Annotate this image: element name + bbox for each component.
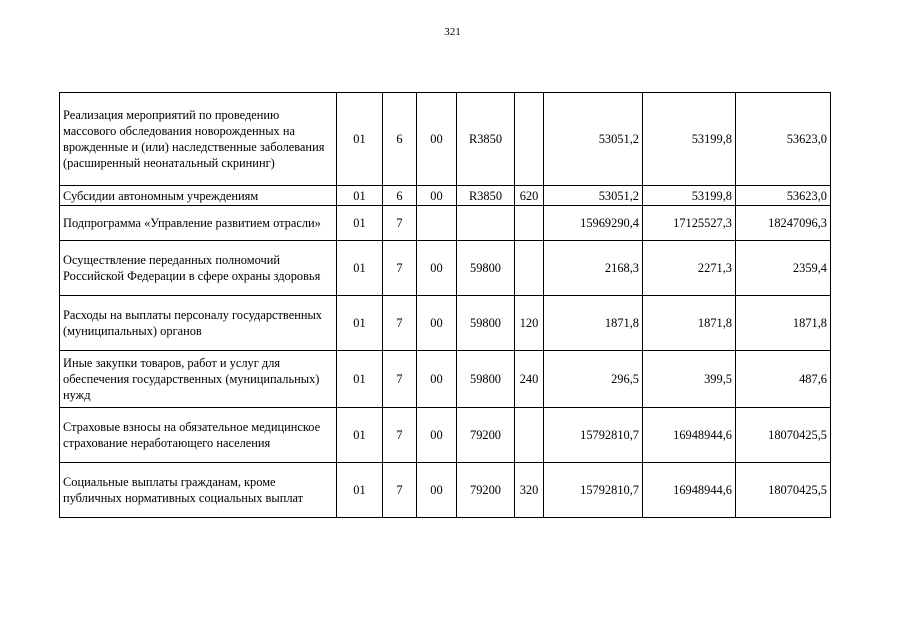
code-direction: 00: [417, 241, 457, 296]
code-target: 79200: [457, 463, 515, 518]
code-expense-type: [515, 93, 544, 186]
value-year-1: 15792810,7: [544, 463, 643, 518]
code-program: 01: [337, 241, 383, 296]
code-subprogram: 7: [383, 463, 417, 518]
code-subprogram: 7: [383, 206, 417, 241]
code-direction: 00: [417, 408, 457, 463]
code-target: 59800: [457, 241, 515, 296]
value-year-1: 2168,3: [544, 241, 643, 296]
code-direction: 00: [417, 351, 457, 408]
code-subprogram: 6: [383, 186, 417, 206]
value-year-2: 1871,8: [643, 296, 736, 351]
code-program: 01: [337, 186, 383, 206]
row-name: Субсидии автономным учреждениям: [60, 186, 337, 206]
value-year-2: 17125527,3: [643, 206, 736, 241]
code-subprogram: 6: [383, 93, 417, 186]
value-year-1: 15792810,7: [544, 408, 643, 463]
code-program: 01: [337, 206, 383, 241]
code-subprogram: 7: [383, 241, 417, 296]
row-name: Осуществление переданных полномочий Российской Федерации в сфере охраны здоровья: [60, 241, 337, 296]
page-number: 321: [444, 26, 461, 38]
value-year-2: 16948944,6: [643, 408, 736, 463]
row-name: Расходы на выплаты персоналу государственных (муниципальных) органов: [60, 296, 337, 351]
value-year-1: 15969290,4: [544, 206, 643, 241]
table-row: [60, 186, 831, 206]
code-direction: [417, 206, 457, 241]
code-subprogram: 7: [383, 296, 417, 351]
code-expense-type: 320: [515, 463, 544, 518]
table-row: [60, 408, 831, 463]
code-program: 01: [337, 463, 383, 518]
value-year-2: 16948944,6: [643, 463, 736, 518]
table-row: [60, 241, 831, 296]
value-year-3: 53623,0: [736, 93, 831, 186]
code-direction: 00: [417, 296, 457, 351]
table-row: [60, 93, 831, 186]
value-year-3: 18070425,5: [736, 463, 831, 518]
code-subprogram: 7: [383, 408, 417, 463]
row-name: Подпрограмма «Управление развитием отрасли»: [60, 206, 337, 241]
table-row: [60, 296, 831, 351]
value-year-1: 296,5: [544, 351, 643, 408]
value-year-1: 53051,2: [544, 186, 643, 206]
table-row: [60, 206, 831, 241]
value-year-2: 2271,3: [643, 241, 736, 296]
value-year-3: 18070425,5: [736, 408, 831, 463]
code-expense-type: 240: [515, 351, 544, 408]
value-year-3: 53623,0: [736, 186, 831, 206]
value-year-3: 2359,4: [736, 241, 831, 296]
value-year-1: 53051,2: [544, 93, 643, 186]
code-expense-type: 620: [515, 186, 544, 206]
code-program: 01: [337, 296, 383, 351]
value-year-3: 487,6: [736, 351, 831, 408]
code-subprogram: 7: [383, 351, 417, 408]
value-year-3: 18247096,3: [736, 206, 831, 241]
code-target: R3850: [457, 186, 515, 206]
code-program: 01: [337, 93, 383, 186]
code-direction: 00: [417, 186, 457, 206]
code-target: 79200: [457, 408, 515, 463]
code-target: R3850: [457, 93, 515, 186]
row-name: Социальные выплаты гражданам, кроме публичных нормативных социальных выплат: [60, 463, 337, 518]
code-target: [457, 206, 515, 241]
code-target: 59800: [457, 296, 515, 351]
value-year-3: 1871,8: [736, 296, 831, 351]
value-year-2: 399,5: [643, 351, 736, 408]
code-expense-type: 120: [515, 296, 544, 351]
value-year-2: 53199,8: [643, 186, 736, 206]
value-year-2: 53199,8: [643, 93, 736, 186]
table-row: [60, 463, 831, 518]
code-target: 59800: [457, 351, 515, 408]
code-direction: 00: [417, 93, 457, 186]
code-program: 01: [337, 408, 383, 463]
code-program: 01: [337, 351, 383, 408]
budget-table: [59, 92, 831, 518]
code-direction: 00: [417, 463, 457, 518]
value-year-1: 1871,8: [544, 296, 643, 351]
code-expense-type: [515, 206, 544, 241]
code-expense-type: [515, 408, 544, 463]
table-body: [60, 93, 831, 518]
row-name: Реализация мероприятий по проведению массового обследования новорожденных на врожденные и (или) наследственные заболевания (расширенный неонатальный скрининг): [60, 93, 337, 186]
code-expense-type: [515, 241, 544, 296]
row-name: Иные закупки товаров, работ и услуг для обеспечения государственных (муниципальных) нужд: [60, 351, 337, 408]
table-row: [60, 351, 831, 408]
row-name: Страховые взносы на обязательное медицинское страхование неработающего населения: [60, 408, 337, 463]
